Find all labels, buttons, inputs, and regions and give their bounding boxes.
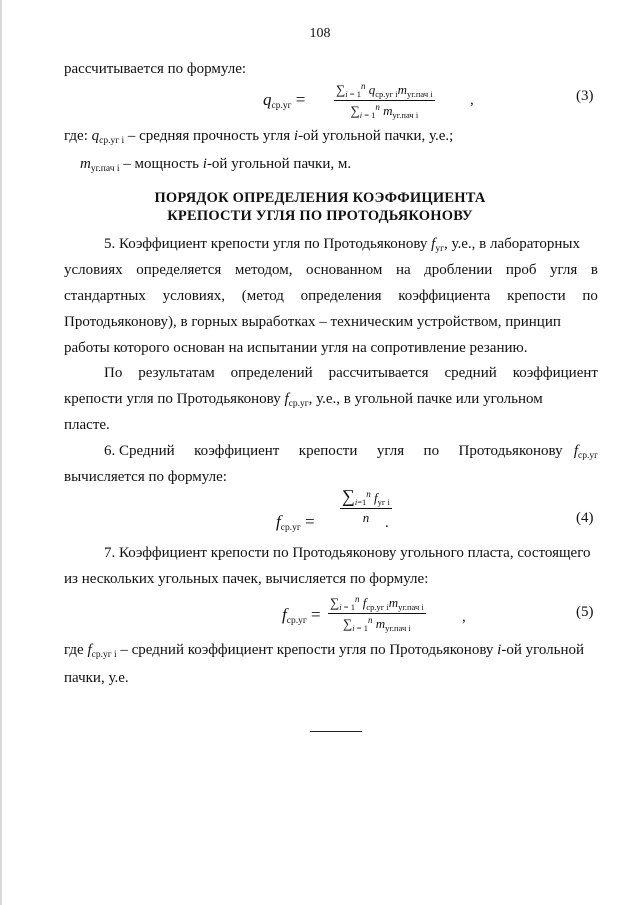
p5b-line-2: крепости угля по Протодьяконову $f_{ср.уг}$, у.е., в угольной пачке или угольном: [64, 391, 543, 409]
p5-line-2: условиях определяется методом, основанном на дроблении проб угля в: [64, 262, 598, 278]
p5b-line-3: пласте.: [64, 417, 110, 433]
formula-3-denominator: $\sum_{i = 1}^n$ $m_{уг.пач i}$: [350, 102, 419, 120]
equation-number-3: (3): [576, 88, 594, 104]
p5b-line-1: По результатам определений рассчитывается средний коэффициент: [104, 365, 598, 381]
final-line-2: пачки, у.е.: [64, 670, 129, 686]
formula-3-lhs: $q_{ср.уг}$ =: [263, 90, 306, 111]
section-heading-line-1: ПОРЯДОК ОПРЕДЕЛЕНИЯ КОЭФФИЦИЕНТА: [154, 190, 486, 206]
end-rule: [310, 731, 362, 732]
formula-5-comma: ,: [462, 609, 466, 625]
equation-number-5: (5): [576, 604, 594, 620]
p6-line-2: вычисляется по формуле:: [64, 469, 227, 485]
where-line-1: где: $q_{ср.уг i}$ – средняя прочность угля i-ой угольной пачки, у.е.;: [64, 128, 454, 146]
final-line-1: где $f_{ср.уг i}$ – средний коэффициент крепости угля по Протодьяконову i-ой угольной: [64, 642, 585, 660]
p5-line-5: работы которого основан на испытании угля на сопротивление резанию.: [64, 340, 528, 356]
where-line-2: $m_{уг.пач i}$ – мощность i-ой угольной пачки, м.: [80, 156, 352, 174]
p5-line-1: 5. Коэффициент крепости угля по Протодьяконову $f_{уг}$, у.е., в лабораторных: [104, 236, 580, 254]
equation-number-4: (4): [576, 510, 594, 526]
formula-4-numerator: $\sum_{i=1}^n$ $f_{уг i}$: [342, 486, 390, 507]
formula-5-denominator: $\sum_{i = 1}^n$ $m_{уг.пач i}$: [343, 615, 411, 633]
p7-line-1: 7. Коэффициент крепости по Протодьяконову угольного пласта, состоящего: [104, 545, 591, 561]
formula-4-denominator: n: [362, 510, 370, 525]
formula-5-numerator: $\sum_{i = 1}^n$ $f_{ср.уг i}m_{уг.пач i}$: [330, 594, 424, 612]
text-line: рассчитывается по формуле:: [64, 61, 247, 77]
formula-4-lhs: $f_{ср.уг}$ =: [276, 512, 315, 533]
section-heading-line-2: КРЕПОСТИ УГЛЯ ПО ПРОТОДЬЯКОНОВУ: [167, 208, 473, 224]
p5-line-4: Протодьяконову), в горных выработках – техническим устройством, принцип: [64, 314, 561, 330]
formula-3-fraction: [334, 81, 435, 120]
formula-3-numerator: $\sum_{i = 1}^n$ $q_{ср.уг i}m_{уг.пач i}$: [336, 81, 433, 99]
formula-5-fraction: [328, 594, 426, 633]
p6-line-1: 6. Средний коэффициент крепости угля по Протодьяконову $f_{ср.уг}$: [104, 443, 598, 461]
formula-4-dot: .: [385, 515, 389, 531]
page-edge: [0, 0, 2, 905]
formula-5-lhs: $f_{ср.уг}$ =: [282, 605, 321, 626]
p5-line-3: стандартных условиях, (метод определения коэффициента крепости по: [64, 288, 598, 304]
page-number: 108: [309, 26, 331, 41]
formula-3-comma: ,: [470, 92, 474, 108]
p7-line-2: из нескольких угольных пачек, вычисляется по формуле:: [64, 571, 429, 587]
